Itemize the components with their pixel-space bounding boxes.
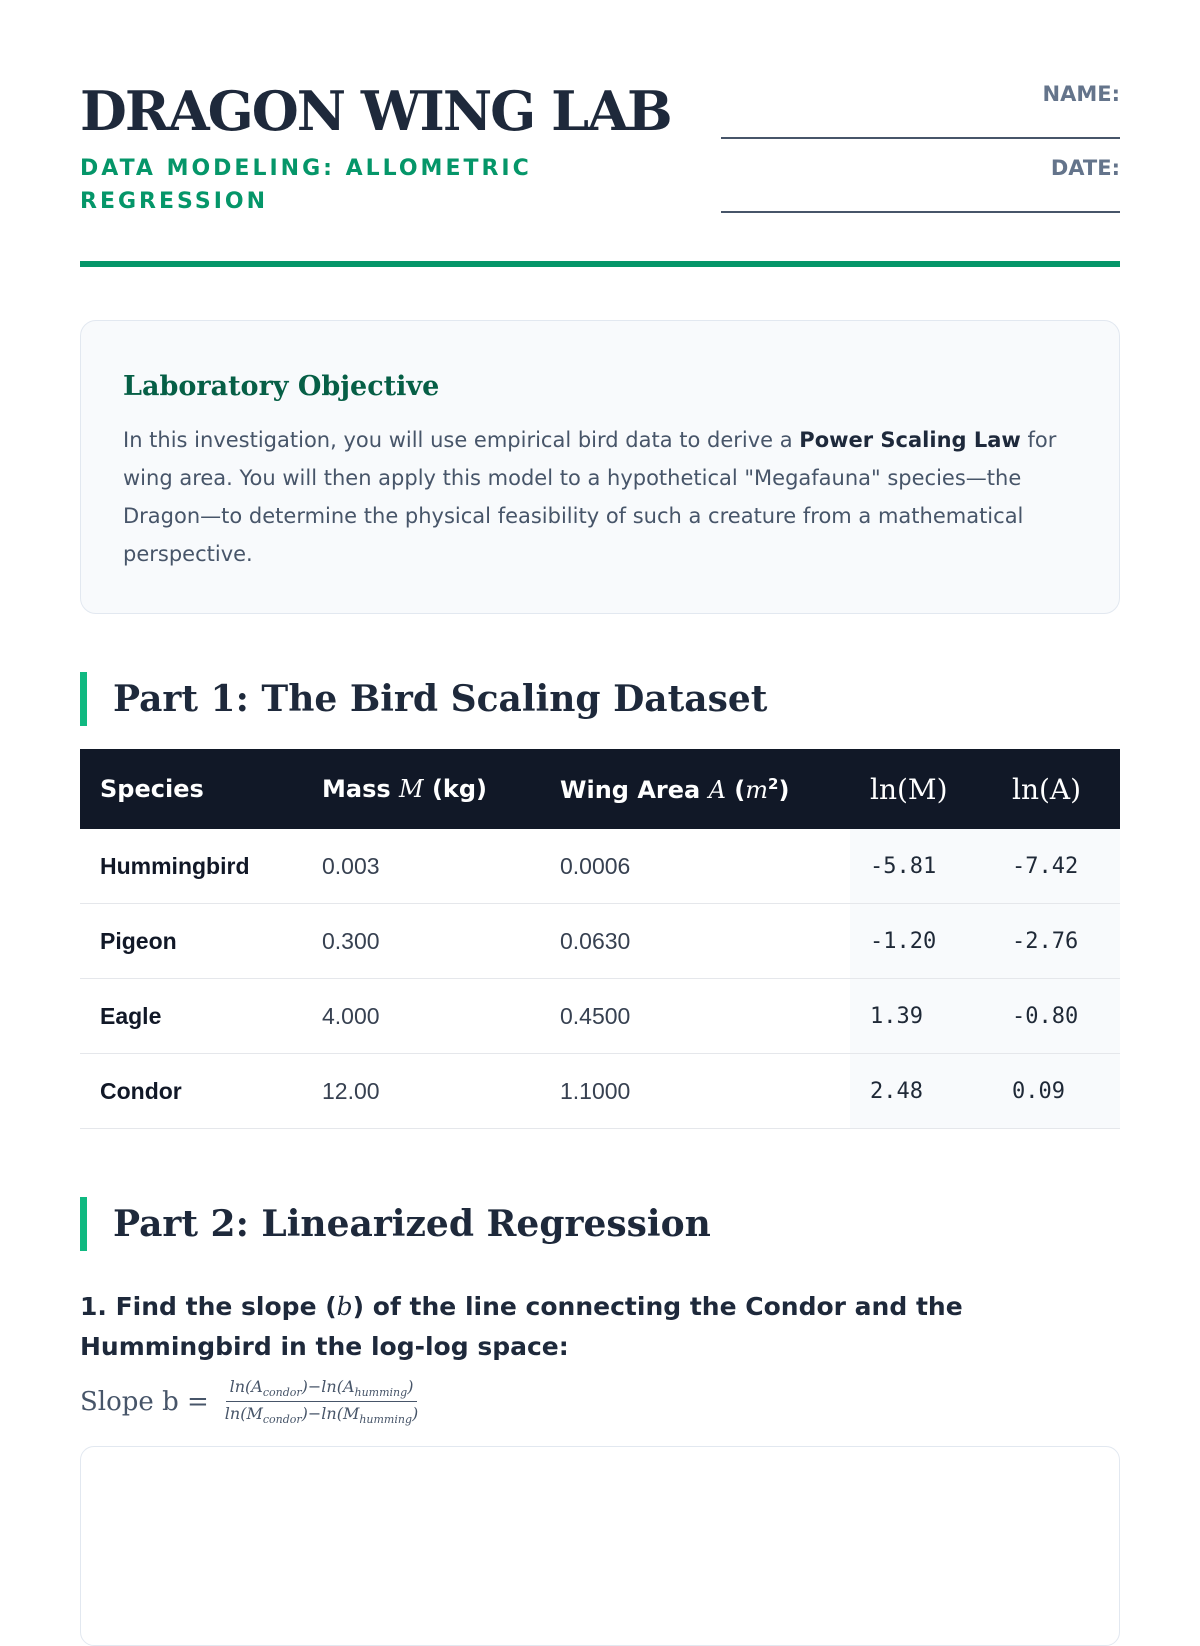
cell-area: 1.1000	[540, 1054, 850, 1129]
bird-data-table	[80, 749, 1120, 1129]
cell-mass: 4.000	[302, 979, 540, 1054]
objective-heading: Laboratory Objective	[123, 371, 440, 402]
name-line[interactable]	[721, 137, 1120, 139]
table-row	[80, 904, 1120, 979]
part1-heading	[80, 672, 767, 726]
header-mass-prefix: Mass	[322, 775, 400, 803]
formula-fraction	[221, 1377, 422, 1426]
den-end: )	[412, 1404, 419, 1424]
part2-heading-text: Part 2: Linearized Regression	[113, 1203, 711, 1245]
objective-text-end: for wing area. You will then apply this model to a hypothetical "Megafauna" species—the Dragon—to determine the physical feasibility of such a creature from a mathematical perspective.	[123, 428, 1057, 566]
header-ln-mass	[850, 749, 992, 829]
formula-lead: Slope b =	[80, 1386, 209, 1417]
cell-ln-area: -7.42	[992, 829, 1120, 904]
objective-text-bold: Power Scaling Law	[799, 428, 1021, 452]
den-mid: )−ln(M	[301, 1404, 360, 1424]
question-1-suffix: ) of the line connecting the Condor and the Hummingbird in the log-log space:	[80, 1292, 963, 1361]
date-label: DATE:	[1050, 156, 1120, 180]
part2-heading	[80, 1197, 711, 1251]
table-row	[80, 1054, 1120, 1129]
part1-heading-text: Part 1: The Bird Scaling Dataset	[113, 678, 768, 720]
cell-species: Hummingbird	[80, 829, 302, 904]
cell-mass: 12.00	[302, 1054, 540, 1129]
cell-ln-mass: 2.48	[850, 1054, 992, 1129]
question-1-symbol: b	[336, 1292, 353, 1321]
header-wing-area: Wing Area A $(m^2)$	[540, 749, 850, 829]
num-term-a: ln(A	[229, 1377, 263, 1396]
cell-area: 0.4500	[540, 979, 850, 1054]
header-mass-symbol: M	[399, 775, 424, 803]
name-label: NAME:	[1042, 82, 1120, 106]
date-line[interactable]	[721, 211, 1120, 213]
page-subtitle: DATA MODELING: ALLOMETRIC REGRESSION	[80, 156, 532, 214]
header-area-prefix: Wing Area	[560, 775, 709, 804]
cell-species: Pigeon	[80, 904, 302, 979]
cell-mass: 0.003	[302, 829, 540, 904]
header-area-symbol: A	[708, 775, 726, 804]
table-row	[80, 829, 1120, 904]
cell-area: 0.0630	[540, 904, 850, 979]
objective-text-start: In this investigation, you will use empirical bird data to derive a	[123, 428, 800, 452]
objective-text	[123, 421, 1083, 573]
table-header-row	[80, 749, 1120, 829]
question-1	[80, 1287, 1120, 1367]
header-area-unit: m	[745, 775, 768, 804]
header-ln-area-text: ln(A)	[1012, 772, 1082, 806]
slope-formula	[80, 1377, 422, 1426]
header-area-exponent: 2	[768, 774, 779, 793]
cell-ln-mass: -1.20	[850, 904, 992, 979]
formula-numerator	[226, 1377, 418, 1402]
header-mass	[302, 749, 540, 829]
cell-species: Eagle	[80, 979, 302, 1054]
num-mid: )−ln(A	[301, 1377, 355, 1396]
num-sub-a: condor	[262, 1386, 302, 1400]
cell-area: 0.0006	[540, 829, 850, 904]
den-sub-b: humming	[359, 1413, 413, 1427]
cell-mass: 0.300	[302, 904, 540, 979]
den-sub-a: condor	[262, 1413, 302, 1427]
cell-ln-area: 0.09	[992, 1054, 1120, 1129]
answer-box[interactable]	[80, 1446, 1120, 1646]
header-ln-mass-text: ln(M)	[870, 772, 948, 806]
cell-ln-area: -0.80	[992, 979, 1120, 1054]
table-row	[80, 979, 1120, 1054]
question-1-prefix: 1. Find the slope (	[80, 1292, 337, 1321]
header-ln-area	[992, 749, 1120, 829]
page-title: DRAGON WING LAB	[80, 79, 671, 143]
header-divider	[80, 261, 1120, 267]
cell-ln-area: -2.76	[992, 904, 1120, 979]
num-sub-b: humming	[354, 1386, 408, 1400]
header-mass-unit: (kg)	[423, 775, 488, 803]
objective-box	[80, 320, 1120, 614]
formula-denominator	[221, 1402, 422, 1426]
cell-ln-mass: -5.81	[850, 829, 992, 904]
cell-species: Condor	[80, 1054, 302, 1129]
num-end: )	[407, 1377, 414, 1396]
cell-ln-mass: 1.39	[850, 979, 992, 1054]
header-species: Species	[80, 749, 302, 829]
den-term-a: ln(M	[224, 1404, 263, 1424]
